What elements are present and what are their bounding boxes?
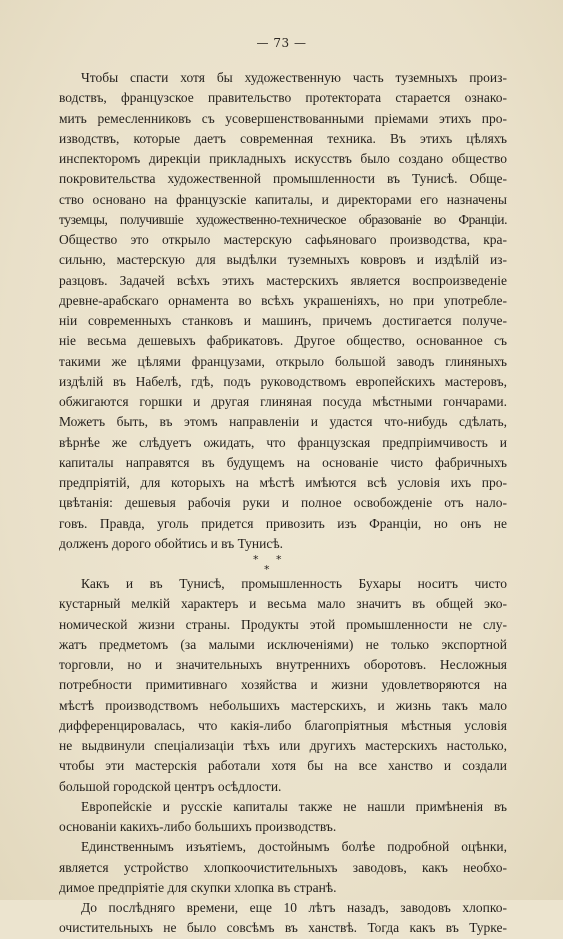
text-line: номической жизни страны. Продукты этой промышленности не слу- bbox=[59, 616, 507, 632]
text-line: Какъ и въ Тунисѣ, промышленность Бухары носитъ чисто bbox=[81, 576, 507, 591]
body-text bbox=[59, 68, 507, 939]
text-line: изводствъ, которые даетъ современная техника. Въ этихъ цѣляхъ bbox=[59, 130, 507, 146]
text-line: ніе весьма дешевыхъ фабрикатовъ. Другое общество, основанное съ bbox=[59, 333, 507, 349]
text-line: очистительныхъ не было совсѣмъ въ ханствѣ. Тогда какъ въ Турке- bbox=[59, 920, 507, 936]
text-line: издѣлій въ Набелѣ, гдѣ, подъ руководствомъ европейскихъ мастеровъ, bbox=[59, 373, 507, 389]
text-line: туземцы, получившіе художественно-техническое образованіе во Франціи. bbox=[59, 211, 507, 227]
text-line: инспекторомъ дирекціи прикладныхъ искусствъ было создано общество bbox=[59, 151, 507, 166]
text-line: дифференцировалась, что какія-либо благопріятныя мѣстныя условія bbox=[59, 717, 507, 733]
separator-star: * bbox=[253, 553, 265, 566]
paragraph-2 bbox=[59, 574, 507, 797]
text-line: обжигаются горшки и другая глиняная посуда мѣстными гончарами. bbox=[59, 394, 507, 409]
text-line: покровительства художественной промышленности въ Тунисѣ. Обще- bbox=[59, 171, 507, 187]
text-line: древне-арабскаго орнамента во всѣхъ украшеніяхъ, но при употребле- bbox=[59, 292, 507, 308]
section-separator bbox=[59, 554, 507, 574]
text-line: ство основано на французскіе капиталы, и директорами его назначены bbox=[59, 191, 507, 207]
separator-star: * bbox=[276, 553, 288, 566]
paragraph-4 bbox=[59, 837, 507, 898]
text-line: Европейскіе и русскіе капиталы также не нашли примѣненія въ bbox=[81, 798, 507, 814]
text-line: такими же цѣлями французами, открыло большой заводъ глиняныхъ bbox=[59, 353, 507, 369]
text-line: является устройство хлопкоочистительныхъ заводовъ, какъ необхо- bbox=[59, 859, 507, 875]
paragraph-5 bbox=[59, 898, 507, 939]
text-line: димое предпріятіе для скупки хлопка въ странѣ. bbox=[59, 879, 337, 895]
text-line: мить ремесленниковъ съ усовершенствованными пріемами этихъ про- bbox=[59, 110, 507, 126]
text-line: предпріятій, для которыхъ на мѣстѣ имѣются всѣ условія ихъ про- bbox=[59, 475, 507, 490]
text-line: мѣстѣ производствомъ небольшихъ мастерскихъ, и жизнь такъ мало bbox=[59, 697, 507, 713]
text-line: не выдвинули спеціализаціи тѣхъ или другихъ мастерскихъ настолько, bbox=[59, 738, 507, 753]
paragraph-3 bbox=[59, 797, 507, 838]
text-line: водствъ, французское правительство протектората старается ознако- bbox=[59, 90, 507, 106]
text-line: цвѣтанія: дешевыя рабочія руки и полное освобожденіе отъ нало- bbox=[59, 495, 507, 511]
text-line: Чтобы спасти хотя бы художественную часть туземныхъ произ- bbox=[81, 70, 507, 85]
text-line: основаніи какихъ-либо большихъ производствъ. bbox=[59, 819, 337, 834]
text-line: кустарный мелкій характеръ и весьма мало значитъ въ общей эко- bbox=[59, 596, 507, 612]
text-line: долженъ дорого обойтись и въ Тунисѣ. bbox=[59, 535, 284, 551]
text-line: говъ. Правда, уголь придется привозить изъ Франціи, но онъ не bbox=[59, 515, 507, 531]
text-line: сильню, мастерскую для выдѣлки туземныхъ ковровъ и издѣлій из- bbox=[59, 252, 507, 268]
text-line: большой городской центръ осѣдлости. bbox=[59, 778, 282, 794]
text-line: разцовъ. Задачей всѣхъ этихъ мастерскихъ является воспроизведеніе bbox=[59, 272, 507, 288]
text-line: капиталы направятся въ будущемъ на основаніе чисто фабричныхъ bbox=[59, 454, 507, 470]
paragraph-1 bbox=[59, 68, 507, 554]
text-line: ніи современныхъ станковъ и машинъ, причемъ достигается получе- bbox=[59, 313, 507, 328]
text-line: вѣрнѣе же слѣдуетъ ожидать, что французская предпріимчивость и bbox=[59, 434, 507, 450]
page-number: — 73 — bbox=[256, 36, 307, 50]
text-line: Можетъ быть, въ этомъ направленіи и удастся что-нибудь сдѣлать, bbox=[59, 414, 507, 430]
text-line: чтобы эти мастерскія работали хотя бы на все ханство и создали bbox=[59, 758, 507, 774]
text-line: торговли, но и значительныхъ внутреннихъ оборотовъ. Несложныя bbox=[59, 657, 507, 672]
text-line: жатъ предметомъ (за малыми исключеніями) не только экспортной bbox=[59, 636, 507, 652]
text-line: Единственнымъ изъятіемъ, достойнымъ болѣе подробной оцѣнки, bbox=[81, 839, 507, 855]
text-line: потребности примитивнаго хозяйства и жизни удовлетворяются на bbox=[59, 677, 507, 693]
text-line: До послѣдняго времени, еще 10 лѣтъ назадъ, заводовъ хлопко- bbox=[81, 900, 507, 915]
separator-star: * bbox=[264, 563, 276, 576]
text-line: Общество это открыло мастерскую сафьяноваго производства, кра- bbox=[59, 232, 507, 247]
